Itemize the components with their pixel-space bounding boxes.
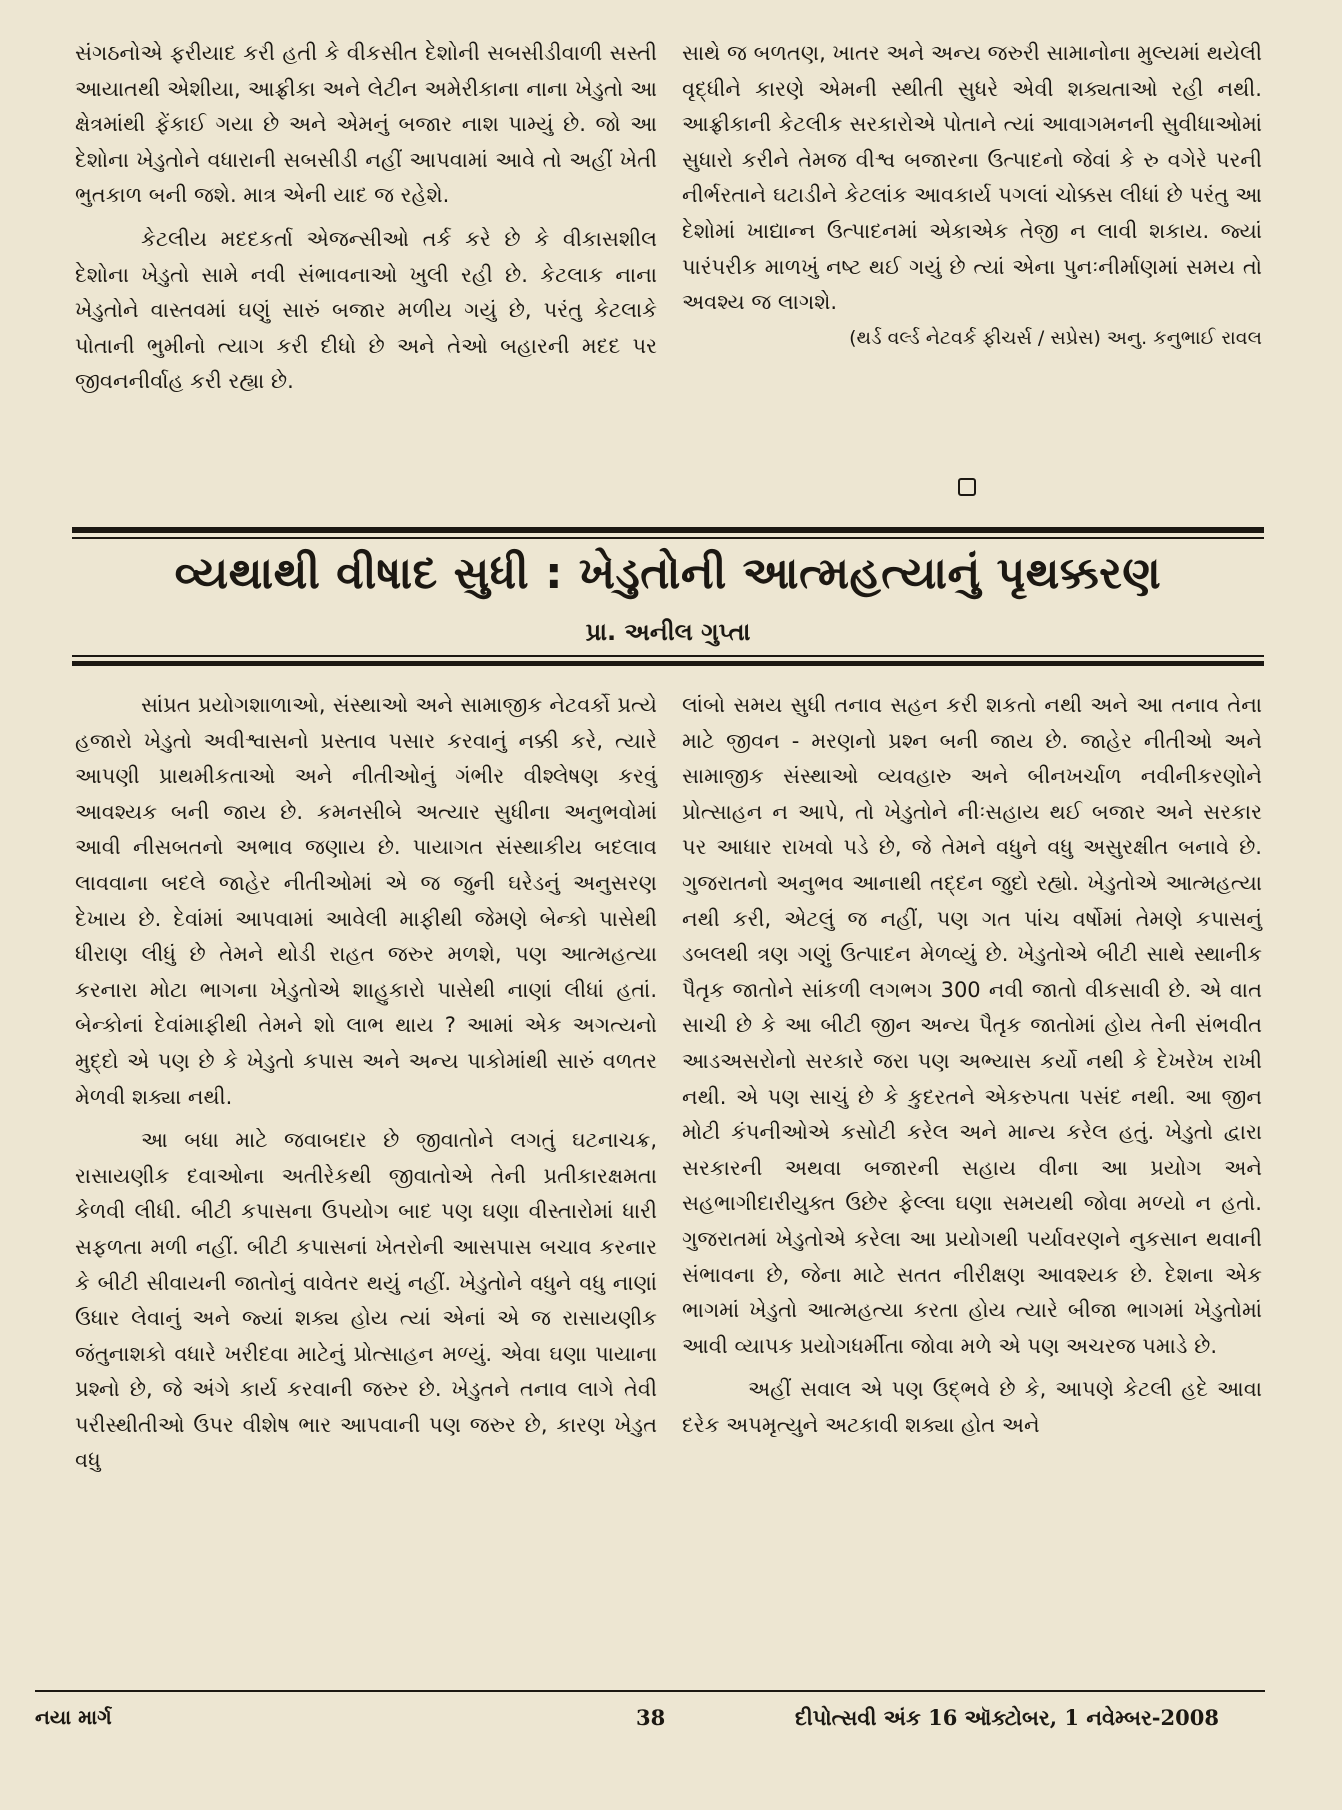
top-article-right-column — [682, 36, 1262, 356]
magazine-name: નયા માર્ગ — [35, 1705, 112, 1729]
translation-credit: (થર્ડ વર્લ્ડ નેટવર્ક ફીચર્સ / સપ્રેસ) અનુ. કનુભાઈ રાવલ — [849, 326, 1262, 349]
article-author: પ્રા. અનીલ ગુપ્તા — [585, 618, 751, 646]
article-end-mark-icon — [958, 478, 976, 496]
article-title: વ્યથાથી વીષાદ સુધી : ખેડુતોની આત્મહત્યાનું પૃથક્કરણ — [174, 548, 1162, 599]
title-rule-top-thin — [72, 537, 1264, 539]
article-left-column — [75, 688, 657, 1479]
footer-rule — [35, 1690, 1265, 1692]
paragraph: અહીં સવાલ એ પણ ઉદ્ભવે છે કે, આપણે કેટલી હદે આવા દરેક અપમૃત્યુને અટકાવી શક્યા હોત અને — [682, 1377, 1262, 1437]
page-number: 38 — [636, 1705, 666, 1730]
paragraph: સાથે જ બળતણ, ખાતર અને અન્ય જરુરી સામાનોના મુલ્યમાં થયેલી વૃદ્ધીને કારણે એમની સ્થીતી સુધરે એવી શક્યતાઓ રહી નથી. આફ્રીકાની કેટલીક સરકારોએ પોતાને ત્યાં આવાગમનની સુવીધાઓમાં સુધારો કરીને તેમજ વીશ્વ બજારના ઉત્પાદનો જેવાં કે રુ વગેરે પરની નીર્ભરતાને ઘટાડીને કેટલાંક આવકાર્ય પગલાં ચોક્કસ લીધાં છે પરંતુ આ દેશોમાં ખાદ્યાન્ન ઉત્પાદનમાં એકાએક તેજી ન લાવી શકાય. જ્યાં પારંપરીક માળખું નષ્ટ થઈ ગયું છે ત્યાં એના પુનઃનીર્માણમાં સમય તો અવશ્ય જ લાગશે. — [682, 41, 1262, 315]
paragraph: કેટલીય મદદકર્તા એજન્સીઓ તર્ક કરે છે કે વીકાસશીલ દેશોના ખેડુતો સામે નવી સંભાવનાઓ ખુલી રહી છે. કેટલાક નાના ખેડુતોને વાસ્તવમાં ઘણું સારું બજાર મળીય ગયું છે, પરંતુ કેટલાકે પોતાની ભુમીનો ત્યાગ કરી દીધો છે અને તેઓ બહારની મદદ પર જીવનનીર્વાહ કરી રહ્યા છે. — [75, 226, 657, 394]
top-article-left-column — [75, 36, 657, 400]
article-right-column — [682, 688, 1262, 1443]
title-rule-top-thick — [72, 527, 1264, 533]
paragraph: આ બધા માટે જવાબદાર છે જીવાતોને લગતું ઘટનાચક્ર, રાસાયણીક દવાઓના અતીરેકથી જીવાતોએ તેની પ્રતીકારક્ષમતા કેળવી લીધી. બીટી કપાસના ઉપયોગ બાદ પણ ઘણા વીસ્તારોમાં ધારી સફળતા મળી નહીં. બીટી કપાસનાં ખેતરોની આસપાસ બચાવ કરનાર કે બીટી સીવાયની જાતોનું વાવેતર થયું નહીં. ખેડુતોને વધુને વધુ નાણાં ઉધાર લેવાનું અને જ્યાં શક્ય હોય ત્યાં એનાં એ જ રાસાયણીક જંતુનાશકો વધારે ખરીદવા માટેનું પ્રોત્સાહન મળ્યું. એવા ઘણા પાયાના પ્રશ્નો છે, જે અંગે કાર્ય કરવાની જરુર છે. ખેડુતને તનાવ લાગે તેવી પરીસ્થીતીઓ ઉપર વીશેષ ભાર આપવાની પણ જરુર છે, કારણ ખેડુત વધુ — [75, 1128, 657, 1473]
title-rule-bottom-thick — [72, 661, 1264, 666]
paragraph: સંગઠનોએ ફરીયાદ કરી હતી કે વીકસીત દેશોની સબસીડીવાળી સસ્તી આયાતથી એશીયા, આફ્રીકા અને લેટીન અમેરીકાના નાના ખેડુતો આ ક્ષેત્રમાંથી ફેંકાઈ ગયા છે અને એમનું બજાર નાશ પામ્યું છે. જો આ દેશોના ખેડુતોને વધારાની સબસીડી નહીં આપવામાં આવે તો અહીં ખેતી ભુતકાળ બની જશે. માત્ર એની યાદ જ રહેશે. — [75, 41, 657, 208]
issue-date: દીપોત્સવી અંક 16 ઑક્ટોબર, 1 નવેમ્બર-2008 — [795, 1705, 1219, 1730]
title-rule-bottom-thin — [72, 655, 1264, 657]
paragraph: લાંબો સમય સુધી તનાવ સહન કરી શકતો નથી અને આ તનાવ તેના માટે જીવન - મરણનો પ્રશ્ન બની જાય છે. જાહેર નીતીઓ અને સામાજીક સંસ્થાઓ વ્યવહારુ અને બીનખર્ચાળ નવીનીકરણોને પ્રોત્સાહન ન આપે, તો ખેડુતોને નીઃસહાય થઈ બજાર અને સરકાર પર આધાર રાખવો પડે છે, જે તેમને વધુને વધુ અસુરક્ષીત બનાવે છે. ગુજરાતનો અનુભવ આનાથી તદ્દન જુદો રહ્યો. ખેડુતોએ આત્મહત્યા નથી કરી, એટલું જ નહીં, પણ ગત પાંચ વર્ષોમાં તેમણે કપાસનું ડબલથી ત્રણ ગણું ઉત્પાદન મેળવ્યું છે. ખેડુતોએ બીટી સાથે સ્થાનીક પૈતૃક જાતોને સાંકળી લગભગ 300 નવી જાતો વીકસાવી છે. એ વાત સાચી છે કે આ બીટી જીન અન્ય પૈતૃક જાતોમાં હોય તેની સંભવીત આડઅસરોનો સરકારે જરા પણ અભ્યાસ કર્યો નથી કે દેખરેખ રાખી નથી. એ પણ સાચું છે કે કુદરતને એકરુપતા પસંદ નથી. આ જીન મોટી કંપનીઓએ કસોટી કરેલ અને માન્ય કરેલ હતું. ખેડુતો દ્વારા સરકારની અથવા બજારની સહાય વીના આ પ્રયોગ અને સહભાગીદારીયુક્ત ઉછેર ફેલ્લા ઘણા સમયથી જોવા મળ્યો ન હતો. ગુજરાતમાં ખેડુતોએ કરેલા આ પ્રયોગથી પર્યાવરણને નુકસાન થવાની સંભાવના છે, જેના માટે સતત નીરીક્ષણ આવશ્યક છે. દેશના એક ભાગમાં ખેડુતો આત્મહત્યા કરતા હોય ત્યારે બીજા ભાગમાં ખેડુતોમાં આવી વ્યાપક પ્રયોગધર્મીતા જોવા મળે એ પણ અચરજ પમાડે છે. — [682, 693, 1262, 1358]
paragraph: સાંપ્રત પ્રયોગશાળાઓ, સંસ્થાઓ અને સામાજીક નેટવર્કો પ્રત્યે હજારો ખેડુતો અવીશ્વાસનો પ્રસ્તાવ પસાર કરવાનું નક્કી કરે, ત્યારે આપણી પ્રાથમીકતાઓ અને નીતીઓનું ગંભીર વીશ્લેષણ કરવું આવશ્યક બની જાય છે. કમનસીબે અત્યાર સુધીના અનુભવોમાં આવી નીસબતનો અભાવ જણાય છે. પાયાગત સંસ્થાકીય બદલાવ લાવવાના બદલે જાહેર નીતીઓમાં એ જ જુની ઘરેડનું અનુસરણ દેખાય છે. દેવાંમાં આપવામાં આવેલી માફીથી જેમણે બેન્કો પાસેથી ધીરાણ લીધું છે તેમને થોડી રાહત જરુર મળશે, પણ આત્મહત્યા કરનારા મોટા ભાગના ખેડુતોએ શાહુકારો પાસેથી નાણાં લીધાં હતાં. બેન્કોનાં દેવાંમાફીથી તેમને શો લાભ થાય ? આમાં એક અગત્યનો મુદ્દો એ પણ છે કે ખેડુતો કપાસ અને અન્ય પાકોમાંથી સારું વળતર મેળવી શક્યા નથી. — [75, 693, 657, 1109]
